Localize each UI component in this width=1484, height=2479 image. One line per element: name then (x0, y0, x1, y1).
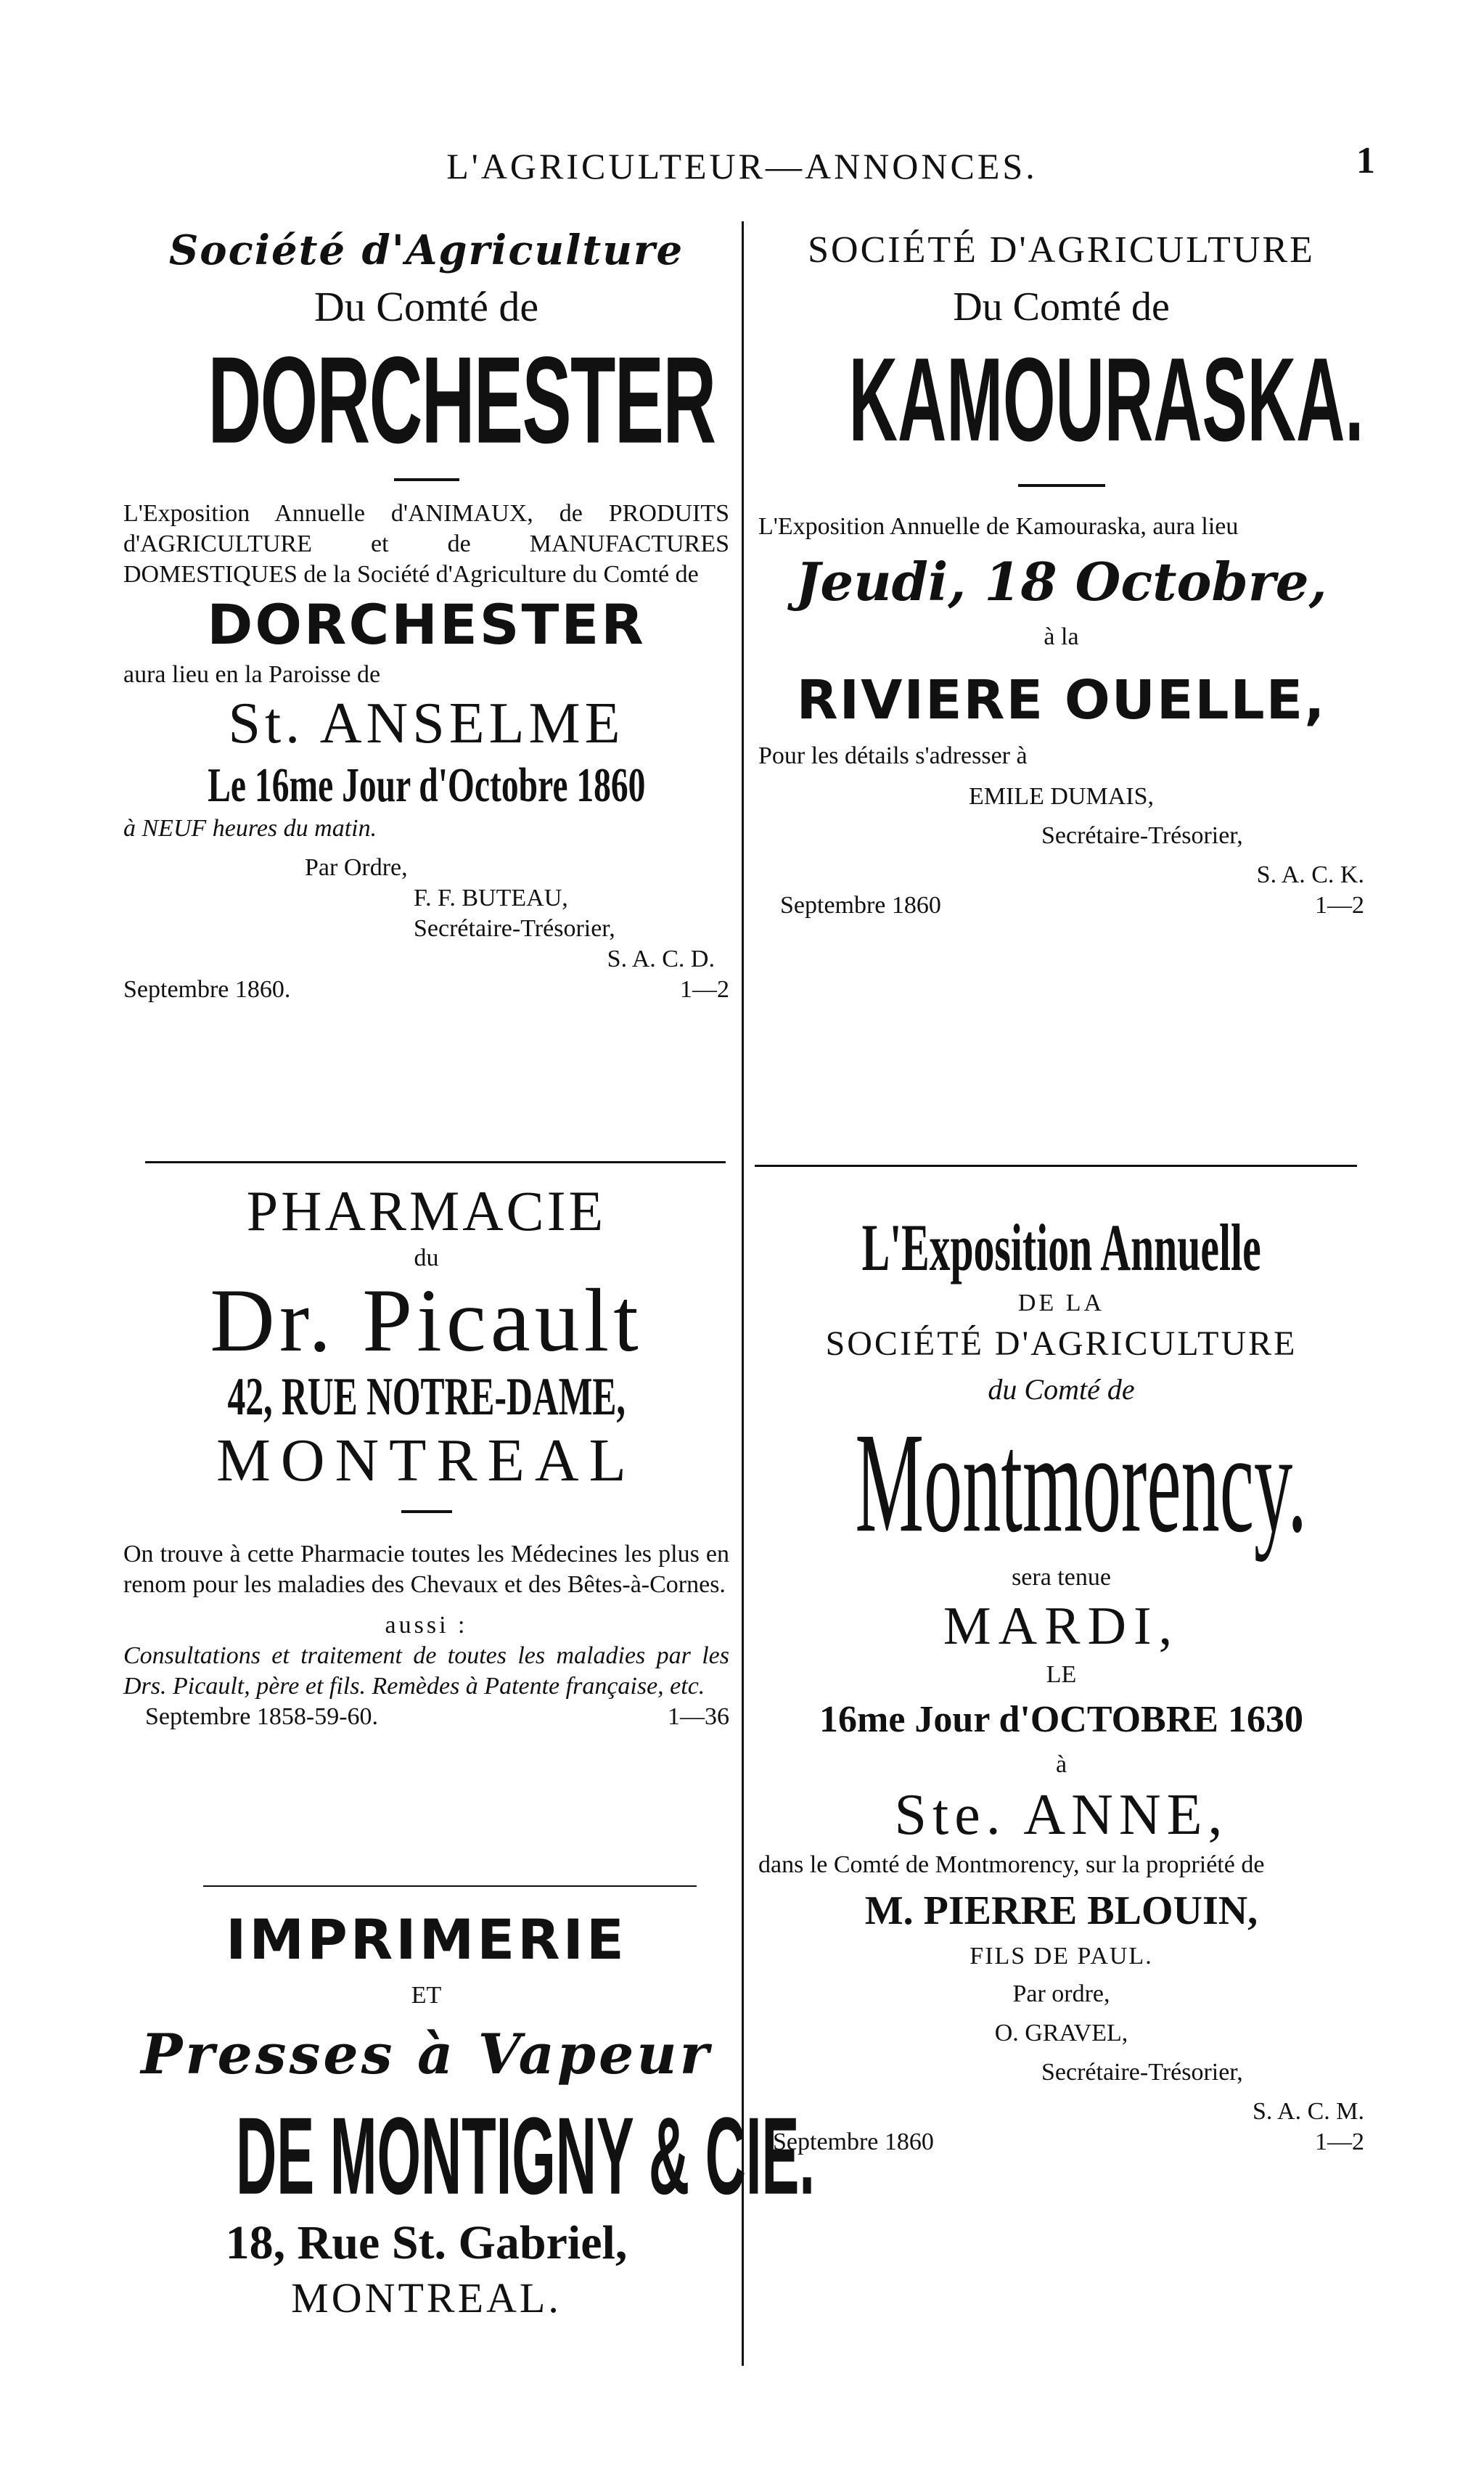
comte-intro: du Comté de (988, 1373, 1135, 1406)
contact-name: EMILE DUMAIS, (969, 783, 1154, 810)
ad-title: PHARMACIE (246, 1179, 607, 1242)
order-line: Par Ordre, (305, 854, 408, 881)
signer-role: Secrétaire-Trésorier, (414, 915, 615, 942)
society-initials: S. A. C. D. (607, 946, 715, 972)
le-label: LE (1046, 1661, 1077, 1688)
society-initials: S. A. C. M. (1253, 2098, 1364, 2125)
footer-line (758, 2127, 1364, 2158)
exposition-text: L'Exposition Annuelle d'ANIMAUX, de PRODUITS d'AGRICULTURE et de MANUFACTURES DOMESTIQUES de la Société d'Agriculture du Comté de (123, 500, 729, 588)
page-header: L'AGRICULTEUR—ANNONCES. (446, 146, 1038, 187)
pharmacy-address-text: 42, RUE NOTRE-DAME, (227, 1367, 626, 1427)
ad-montmorency (758, 1208, 1364, 2158)
pharmacy-text: On trouve à cette Pharmacie toutes les Médecines les plus en renom pour les maladies des Chevaux et des Bêtes-à-Cornes. (123, 1541, 729, 1598)
signer-name: F. F. BUTEAU, (414, 885, 568, 911)
footer-line (123, 975, 729, 1005)
county-name-secondary: DORCHESTER (207, 592, 646, 657)
ad-title-text: L'Exposition Annuelle (861, 1210, 1261, 1286)
signer-name: O. GRAVEL, (994, 2020, 1128, 2046)
county-intro: Du Comté de (313, 283, 539, 330)
county-name (758, 332, 1364, 466)
page-number: 1 (1356, 140, 1375, 181)
ad-title: IMPRIMERIE (226, 1907, 627, 1972)
section-rule-right (755, 1165, 1357, 1167)
contact-role: Secrétaire-Trésorier, (1041, 822, 1243, 849)
issue-date: Septembre 1858-59-60. (145, 1703, 379, 1730)
county-name-text: Montmorency. (855, 1403, 1307, 1562)
du-label: du (414, 1245, 439, 1271)
county-name-text: KAMOURASKA. (848, 332, 1364, 466)
event-date (123, 757, 729, 814)
event-time: à NEUF heures du matin. (123, 815, 377, 842)
ad-pharmacie (123, 1179, 729, 1732)
column-divider (742, 221, 744, 2366)
ad-dorchester (123, 221, 729, 1005)
company-name-text: DE MONTIGNY & CIE. (236, 2094, 815, 2217)
ad-code: 1—36 (668, 1703, 729, 1730)
de-la-label: DE LA (1017, 1290, 1105, 1316)
event-place: Ste. ANNE, (894, 1783, 1229, 1847)
footer-line (758, 890, 1364, 921)
et-label: ET (411, 1982, 442, 2009)
ad-code: 1—2 (1315, 2128, 1364, 2155)
owner-name: M. PIERRE BLOUIN, (864, 1888, 1258, 1933)
event-date: Jeudi, 18 Octobre, (795, 551, 1327, 612)
event-at: à la (1044, 623, 1079, 650)
county-name (123, 331, 729, 469)
signer-role: Secrétaire-Trésorier, (1041, 2059, 1243, 2086)
aussi-label: aussi : (385, 1612, 468, 1639)
divider (401, 1510, 452, 1513)
company-city: MONTREAL. (291, 2274, 562, 2322)
details-line: Pour les détails s'adresser à (758, 742, 1028, 769)
ad-code: 1—2 (680, 976, 729, 1003)
society-heading: Société d'Agriculture (168, 226, 684, 274)
consultation-text: Consultations et traitement de toutes les maladies par les Drs. Picault, père et fils. Remèdes à Patente française, etc. (123, 1642, 729, 1700)
order-line: Par ordre, (1012, 1980, 1110, 2007)
issue-date: Septembre 1860. (123, 976, 291, 1003)
county-intro: Du Comté de (953, 284, 1170, 329)
doctor-name: Dr. Picault (210, 1271, 643, 1370)
section-rule-left-2 (203, 1885, 697, 1887)
company-name (123, 2094, 815, 2217)
county-name (758, 1403, 1364, 1562)
place-intro: aura lieu en la Paroisse de (123, 661, 381, 688)
presses-heading: Presses à Vapeur (141, 2022, 712, 2086)
pharmacy-address (123, 1368, 729, 1426)
location-text: dans le Comté de Montmorency, sur la propriété de (758, 1851, 1265, 1878)
event-date: 16me Jour d'OCTOBRE 1630 (819, 1699, 1303, 1740)
society-initials: S. A. C. K. (1256, 861, 1364, 888)
event-day: MARDI, (943, 1597, 1180, 1656)
issue-date: Septembre 1860 (780, 892, 941, 919)
footer-line (123, 1702, 729, 1732)
sera-tenue: sera tenue (1012, 1564, 1111, 1591)
exposition-text: L'Exposition Annuelle de Kamouraska, aura lieu (758, 513, 1239, 540)
a-label: à (1055, 1751, 1067, 1778)
event-date-text: Le 16me Jour d'Octobre 1860 (207, 758, 646, 812)
company-address: 18, Rue St. Gabriel, (225, 2216, 628, 2269)
ad-imprimerie (123, 1905, 815, 2324)
society-heading: SOCIÉTÉ D'AGRICULTURE (808, 229, 1315, 271)
event-place: RIVIERE OUELLE, (796, 669, 1327, 732)
society-name: SOCIÉTÉ D'AGRICULTURE (825, 1324, 1298, 1363)
issue-date: Septembre 1860 (773, 2128, 934, 2155)
parish-name: St. ANSELME (228, 692, 625, 755)
pharmacy-city: MONTREAL (216, 1427, 636, 1494)
ad-code: 1—2 (1315, 892, 1364, 919)
owner-father: FILS DE PAUL. (969, 1943, 1153, 1970)
section-rule-left (145, 1161, 726, 1163)
ad-kamouraska (758, 221, 1364, 921)
county-name-text: DORCHESTER (208, 331, 716, 469)
ad-title (758, 1208, 1364, 1288)
